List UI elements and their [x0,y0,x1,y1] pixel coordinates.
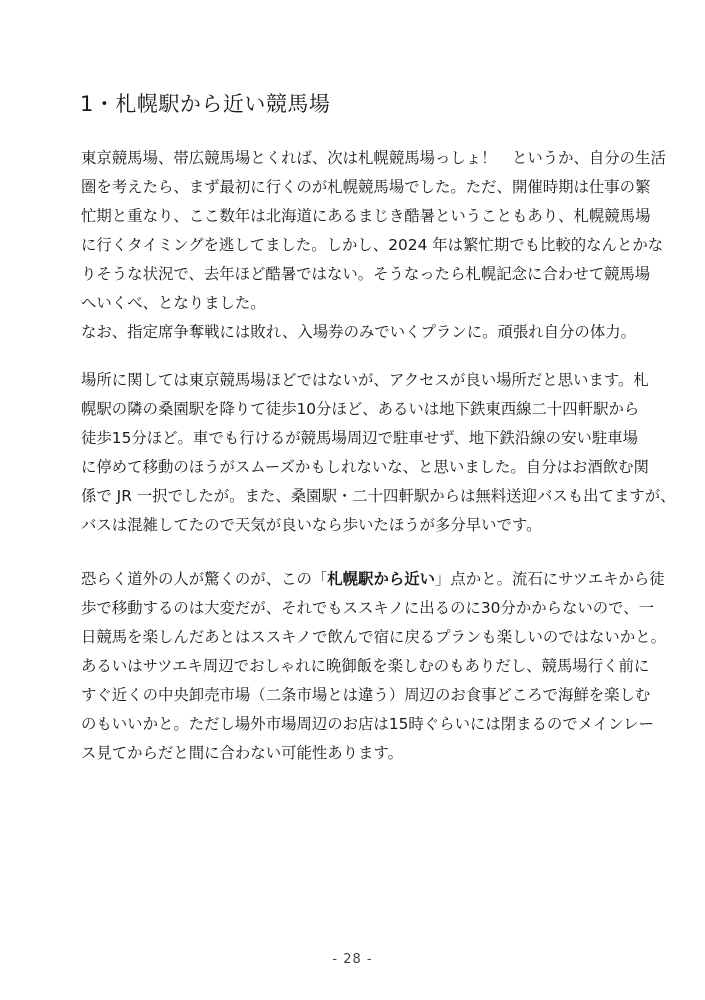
text-line: すぐ近くの中央卸売市場（二条市場とは違う）周辺のお食事どころで海鮮を楽しむ [81,686,651,704]
text-line: に行くタイミングを逃してました。しかし、2024 年は繁忙期でも比較的なんとかな [81,236,664,254]
text-line: 徒歩15分ほど。車でも行けるが競馬場周辺で駐車せず、地下鉄沿線の安い駐車場 [81,429,639,447]
text-line: 圏を考えたら、まず最初に行くのが札幌競馬場でした。ただ、開催時期は仕事の繁 [81,178,651,196]
text-line: のもいいかと。ただし場外市場周辺のお店は15時ぐらいには閉まるのでメインレー [81,715,654,733]
text-line: バスは混雑してたので天気が良いなら歩いたほうが多分早いです。 [81,516,542,534]
paragraph-intro [81,144,666,347]
text-line: 忙期と重なり、ここ数年は北海道にあるまじき酷暑ということもあり、札幌競馬場 [81,207,651,225]
text-line: 幌駅の隣の桑園駅を降りて徒歩10分ほど、あるいは地下鉄東西線二十四軒駅から [81,400,640,418]
page-number: - 28 - [332,952,373,967]
emphasized-text: 札幌駅から近い [327,570,436,588]
paragraph-access [81,366,676,540]
text-line: 係で JR 一択でしたが。また、桑園駅・二十四軒駅からは無料送迎バスも出てますが、 [81,487,676,505]
text-line: 東京競馬場、帯広競馬場とくれば、次は札幌競馬場っしょ！ というか、自分の生活 [81,149,666,167]
text-line [81,565,665,594]
text-line: 歩で移動するのは大変だが、それでもススキノに出るのに30分かからないので、一 [81,599,655,617]
text-line: 日競馬を楽しんだあとはススキノで飲んで宿に戻るプランも楽しいのではないかと。 [81,628,666,646]
section-heading: 1・札幌駅から近い競馬場 [80,92,331,116]
text-line: あるいはサツエキ周辺でおしゃれに晩御飯を楽しむのもありだし、競馬場行く前に [81,657,650,675]
text-line: りそうな状況で、去年ほど酷暑ではない。そうなったら札幌記念に合わせて競馬場 [81,265,651,283]
text-segment: 恐らく道外の人が驚くのが、この「 [81,570,328,588]
text-segment: 」点かと。流石にサツエキから徒 [435,570,665,588]
text-line: なお、指定席争奪戦には敗れ、入場券のみでいくプランに。頑張れ自分の体力。 [81,323,636,341]
text-line: ス見てからだと間に合わない可能性あります。 [81,744,403,762]
paragraph-near-station [81,565,666,768]
text-line: へいくべ、となりました。 [81,294,266,312]
text-line: に停めて移動のほうがスムーズかもしれないな、と思いました。自分はお酒飲む関 [81,458,649,476]
text-line: 場所に関しては東京競馬場ほどではないが、アクセスが良い場所だと思います。札 [81,371,649,389]
